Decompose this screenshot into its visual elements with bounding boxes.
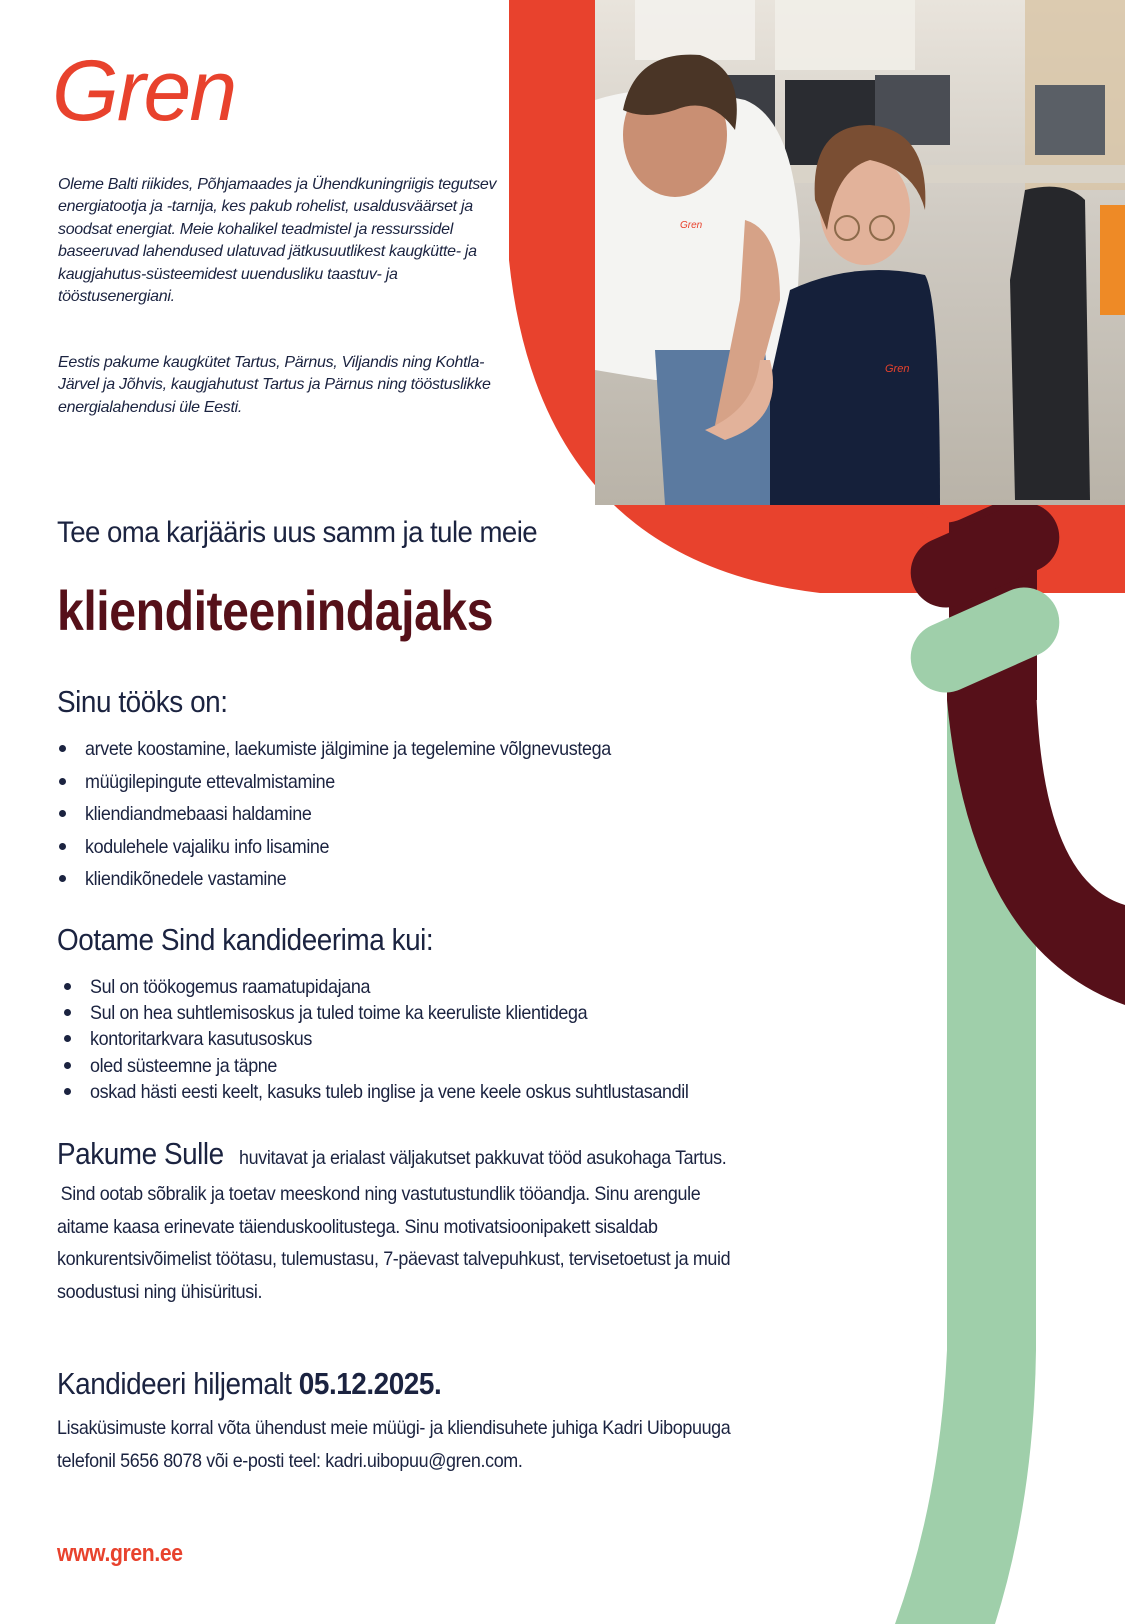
offer-section: [57, 1136, 877, 1308]
bullet-icon: [59, 875, 66, 882]
deadline-label: Kandideeri hiljemalt: [57, 1366, 292, 1401]
offer-line: soodustusi ning ühisüritusi.: [57, 1280, 263, 1303]
bullet-icon: [64, 983, 71, 990]
svg-text:Gren: Gren: [680, 220, 703, 231]
contact-info: [57, 1412, 789, 1477]
offer-line: aitame kaasa erinevate täienduskoolitustega. Sinu motivatsioonipakett sisaldab: [57, 1215, 658, 1238]
requirement-item: kontoritarkvara kasutusoskus: [62, 1026, 741, 1052]
bullet-icon: [59, 745, 66, 752]
hero-photo: [595, 0, 1125, 505]
bullet-icon: [64, 1088, 71, 1095]
application-deadline: [57, 1366, 441, 1402]
company-locations-paragraph: Eestis pakume kaugkütet Tartus, Pärnus, Viljandis ning Kohtla-Järvel ja Jõhvis, kaugjahutust Tartus ja Pärnus ning tööstuslikke energialahendusi üle Eesti.: [58, 354, 491, 416]
bullet-icon: [64, 1062, 71, 1069]
requirement-item: oskad hästi eesti keelt, kasuks tuleb inglise ja vene keele oskus suhtlustasandil: [62, 1079, 741, 1105]
duty-item: arvete koostamine, laekumiste jälgimine ja tegelemine võlgnevustega: [57, 733, 657, 766]
duties-heading: Sinu tööks on:: [57, 684, 228, 719]
offer-line: Sind ootab sõbralik ja toetav meeskond ning vastutustundlik tööandja. Sinu arengule: [60, 1183, 701, 1205]
duty-item: müügilepingute ettevalmistamine: [57, 766, 657, 799]
bullet-icon: [59, 778, 66, 785]
deadline-date: 05.12.2025.: [298, 1366, 442, 1401]
requirements-list: [62, 974, 741, 1105]
website-link[interactable]: www.gren.ee: [57, 1540, 183, 1567]
bullet-icon: [64, 1035, 71, 1042]
company-intro-paragraph: Oleme Balti riikides, Põhjamaades ja Ühendkuningriigis tegutsev energiatootja ja -tarnija, kes pakub rohelist, usaldusväärset ja soodsat energiat. Meie kohalikel teadmistel ja ressurssidel baseeruvad lahendused ulatuvad jätkusuutlikest kaugkütte- ja kaugjahutus-süsteemidest uuendusliku taastuv- ja tööstusenergiani.: [58, 176, 497, 306]
duty-item: kodulehele vajaliku info lisamine: [57, 831, 657, 864]
svg-text:Gren: Gren: [52, 52, 236, 132]
job-lead-text: Tee oma karjääris uus samm ja tule meie: [57, 516, 538, 549]
offer-heading: Pakume Sulle: [57, 1136, 224, 1171]
requirements-heading: Ootame Sind kandideerima kui:: [57, 922, 434, 957]
requirement-item: Sul on hea suhtlemisoskus ja tuled toime ka keeruliste klientidega: [62, 1000, 741, 1026]
duties-list: [57, 733, 657, 896]
contact-line: telefonil 5656 8078 või e-posti teel: kadri.uibopuu@gren.com.: [57, 1449, 523, 1472]
duty-item: kliendikõnedele vastamine: [57, 863, 657, 896]
gren-logo-mark: [52, 52, 322, 132]
bullet-icon: [59, 843, 66, 850]
bullet-icon: [59, 810, 66, 817]
requirement-item: oled süsteemne ja täpne: [62, 1053, 741, 1079]
svg-text:Gren: Gren: [885, 363, 910, 375]
requirement-item: Sul on töökogemus raamatupidajana: [62, 974, 741, 1000]
offer-first-line: huvitavat ja erialast väljakutset pakkuvat tööd asukohaga Tartus.: [238, 1147, 727, 1169]
job-title: klienditeenindajaks: [57, 579, 494, 642]
gren-logo: [52, 52, 322, 132]
offer-line: konkurentsivõimelist töötasu, tulemustasu, 7-päevast talvepuhkust, tervisetoetust ja muid: [57, 1248, 731, 1270]
duty-item: kliendiandmebaasi haldamine: [57, 798, 657, 831]
contact-line: Lisaküsimuste korral võta ühendust meie müügi- ja kliendisuhete juhiga Kadri Uibopuuga: [57, 1417, 731, 1439]
office-photo-illustration: [595, 0, 1125, 505]
bullet-icon: [64, 1009, 71, 1016]
